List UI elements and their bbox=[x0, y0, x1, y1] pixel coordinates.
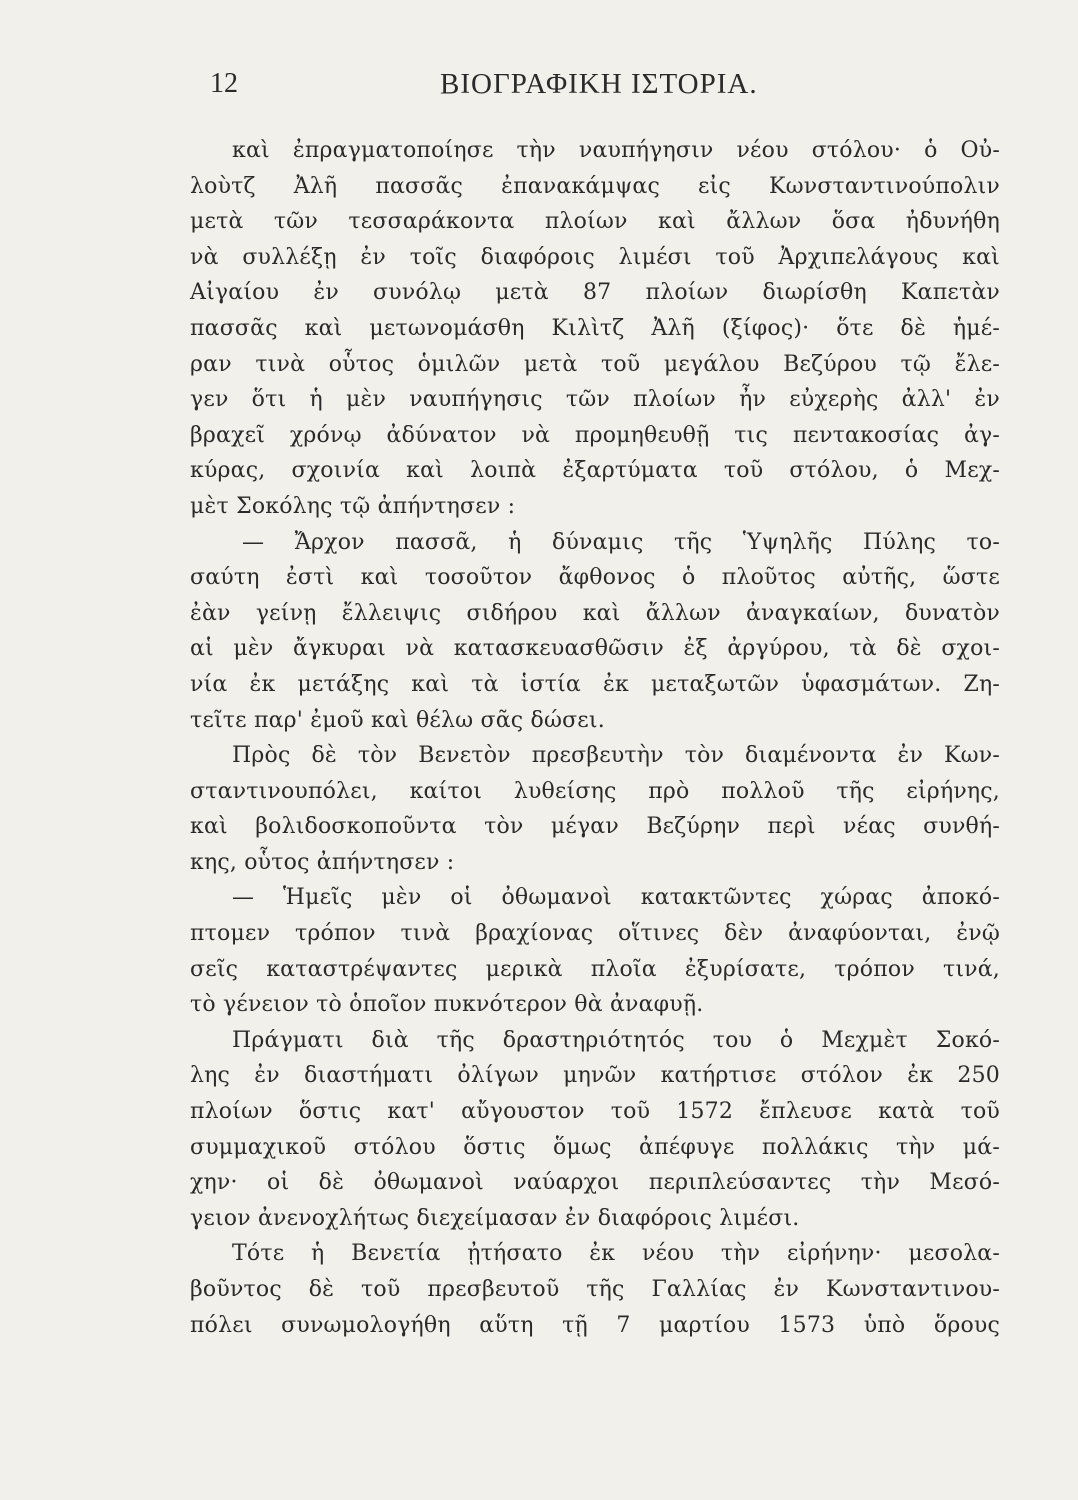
running-title: ΒΙΟΓΡΑΦΙΚΗ ΙΣΤΟΡΙΑ. bbox=[440, 68, 758, 100]
text-line: βοῦντος δὲ τοῦ πρεσβευτοῦ τῆς Γαλλίας ἐν Κωνσταντινου- bbox=[190, 1277, 1000, 1302]
text-line: Πράγματι διὰ τῆς δραστηριότητός του ὁ Μεχμὲτ Σοκό- bbox=[232, 1027, 1000, 1053]
text-line: αἱ μὲν ἄγκυραι νὰ κατασκευασθῶσιν ἐξ ἀργύρου, τὰ δὲ σχοι- bbox=[190, 636, 1000, 662]
text-line: σαύτη ἐστὶ καὶ τοσοῦτον ἄφθονος ὁ πλοῦτος αὐτῆς, ὥστε bbox=[190, 565, 1000, 591]
text-line: πόλει συνωμολογήθη αὕτη τῇ 7 μαρτίου 1573 ὑπὸ ὅρους bbox=[190, 1312, 1000, 1338]
text-line: πασσᾶς καὶ μετωνομάσθη Κιλὶτζ Ἀλῆ (ξίφος)· ὅτε δὲ ἡμέ- bbox=[190, 315, 1000, 341]
text-line: νὰ συλλέξῃ ἐν τοῖς διαφόροις λιμέσι τοῦ Ἀρχιπελάγους καὶ bbox=[190, 244, 1000, 270]
text-line: κύρας, σχοινία καὶ λοιπὰ ἐξαρτύματα τοῦ στόλου, ὁ Μεχ- bbox=[190, 458, 1000, 484]
page-header bbox=[210, 58, 990, 106]
text-line: σταντινουπόλει, καίτοι λυθείσης πρὸ πολλοῦ τῆς εἰρήνης, bbox=[190, 778, 1000, 804]
text-line: χην· οἱ δὲ ὀθωμανοὶ ναύαρχοι περιπλεύσαντες τὴν Μεσό- bbox=[190, 1170, 1000, 1196]
text-line: — Ἄρχον πασσᾶ, ἡ δύναμις τῆς Ὑψηλῆς Πύλης το- bbox=[242, 529, 1000, 555]
text-line: σεῖς καταστρέψαντες μερικὰ πλοῖα ἐξυρίσατε, τρόπον τινά, bbox=[190, 956, 1000, 982]
text-line: κης, οὗτος ἀπήντησεν : bbox=[190, 849, 455, 875]
text-line: μὲτ Σοκόλης τῷ ἀπήντησεν : bbox=[190, 493, 516, 519]
text-line: ἐὰν γείνῃ ἔλλειψις σιδήρου καὶ ἄλλων ἀναγκαίων, δυνατὸν bbox=[190, 600, 1000, 626]
text-line: βραχεῖ χρόνῳ ἀδύνατον νὰ προμηθευθῇ τις πεντακοσίας ἀγ- bbox=[190, 422, 1000, 448]
text-line: πτομεν τρόπον τινὰ βραχίονας οἵτινες δὲν ἀναφύονται, ἐνῷ bbox=[190, 921, 1000, 947]
text-line: λης ἐν διαστήματι ὀλίγων μηνῶν κατήρτισε στόλον ἐκ 250 bbox=[190, 1063, 1000, 1089]
text-line: Αἰγαίου ἐν συνόλῳ μετὰ 87 πλοίων διωρίσθη Καπετὰν bbox=[190, 280, 1000, 306]
page-number: 12 bbox=[210, 68, 238, 99]
text-line: Τότε ἡ Βενετία ᾐτήσατο ἐκ νέου τὴν εἰρήνην· μεσολα- bbox=[232, 1241, 1000, 1267]
text-line: καὶ βολιδοσκοποῦντα τὸν μέγαν Βεζύρην περὶ νέας συνθή- bbox=[190, 814, 1000, 840]
text-line: γειον ἀνενοχλήτως διεχείμασαν ἐν διαφόροις λιμέσι. bbox=[190, 1205, 800, 1231]
text-line: νία ἐκ μετάξης καὶ τὰ ἱστία ἐκ μεταξωτῶν ὑφασμάτων. Ζη- bbox=[190, 671, 1000, 697]
text-line: μετὰ τῶν τεσσαράκοντα πλοίων καὶ ἄλλων ὅσα ἠδυνήθη bbox=[190, 209, 1000, 235]
text-line: καὶ ἐπραγματοποίησε τὴν ναυπήγησιν νέου στόλου· ὁ Οὐ- bbox=[232, 138, 1000, 163]
text-line: Πρὸς δὲ τὸν Βενετὸν πρεσβευτὴν τὸν διαμένοντα ἐν Κων- bbox=[232, 743, 1000, 769]
text-line: γεν ὅτι ἡ μὲν ναυπήγησις τῶν πλοίων ἦν εὐχερὴς ἀλλ' ἐν bbox=[190, 387, 1000, 413]
text-line: — Ἡμεῖς μὲν οἱ ὀθωμανοὶ κατακτῶντες χώρας ἀποκό- bbox=[232, 885, 1000, 911]
text-line: ραν τινὰ οὗτος ὁμιλῶν μετὰ τοῦ μεγάλου Βεζύρου τῷ ἔλε- bbox=[190, 351, 1000, 377]
text-line: τὸ γένειον τὸ ὁποῖον πυκνότερον θὰ ἀναφυῇ. bbox=[190, 992, 704, 1018]
text-line: λοὺτζ Ἀλῆ πασσᾶς ἐπανακάμψας εἰς Κωνσταντινούπολιν bbox=[190, 173, 1000, 199]
text-line: πλοίων ὅστις κατ' αὔγουστον τοῦ 1572 ἔπλευσε κατὰ τοῦ bbox=[190, 1099, 1000, 1125]
text-line: τεῖτε παρ' ἐμοῦ καὶ θέλω σᾶς δώσει. bbox=[190, 707, 605, 733]
text-line: συμμαχικοῦ στόλου ὅστις ὅμως ἀπέφυγε πολλάκις τὴν μά- bbox=[190, 1134, 1000, 1160]
body-text bbox=[190, 133, 1000, 1343]
